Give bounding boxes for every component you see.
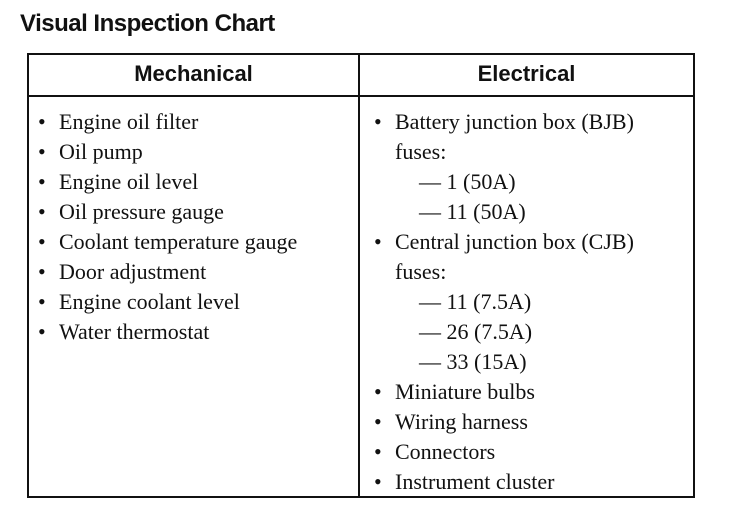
bullet-icon: • (374, 439, 382, 464)
bullet-icon: • (38, 109, 46, 134)
list-item (35, 197, 350, 227)
list-item (35, 317, 350, 347)
bullet-icon: • (374, 409, 382, 434)
bullet-icon: • (38, 289, 46, 314)
list-item (35, 167, 350, 197)
item-label: Oil pump (59, 139, 143, 164)
bullet-icon: • (374, 109, 382, 134)
list-item (35, 137, 350, 167)
item-label: Water thermostat (59, 319, 210, 344)
item-label: Door adjustment (59, 259, 207, 284)
item-label: Central junction box (CJB) fuses: (395, 229, 634, 284)
header-divider (29, 95, 693, 97)
list-item (35, 257, 350, 287)
electrical-header: Electrical (477, 61, 576, 86)
bullet-icon: • (38, 169, 46, 194)
list-item (35, 227, 350, 257)
fuse-subitem: — 11 (7.5A) (419, 289, 532, 314)
bullet-icon: • (374, 229, 382, 254)
fuse-subitem: — 33 (15A) (419, 349, 527, 374)
bullet-icon: • (38, 229, 46, 254)
item-label: Wiring harness (395, 409, 528, 434)
mechanical-list (35, 107, 350, 347)
item-label: Oil pressure gauge (59, 199, 224, 224)
list-item (371, 377, 687, 407)
item-label: Instrument cluster (395, 469, 555, 494)
bullet-icon: • (374, 469, 382, 494)
item-label: Coolant temperature gauge (59, 229, 298, 254)
item-label: Battery junction box (BJB) fuses: (395, 109, 634, 164)
electrical-list (371, 107, 687, 497)
inspection-table (27, 53, 695, 498)
bullet-icon: • (38, 139, 46, 164)
item-label: Engine oil filter (59, 109, 199, 134)
list-item (371, 107, 687, 227)
list-item (35, 107, 350, 137)
list-item (371, 407, 687, 437)
column-divider (358, 55, 360, 496)
bullet-icon: • (374, 379, 382, 404)
bullet-icon: • (38, 319, 46, 344)
page-title: Visual Inspection Chart (20, 10, 275, 37)
item-label: Miniature bulbs (395, 379, 535, 404)
mechanical-header: Mechanical (134, 61, 253, 86)
item-label: Engine oil level (59, 169, 199, 194)
list-item (35, 287, 350, 317)
fuse-subitem: — 1 (50A) (419, 169, 516, 194)
list-item (371, 227, 687, 377)
bullet-icon: • (38, 199, 46, 224)
fuse-subitem: — 26 (7.5A) (419, 319, 533, 344)
list-item (371, 437, 687, 467)
list-item (371, 467, 687, 497)
bullet-icon: • (38, 259, 46, 284)
fuse-subitem: — 11 (50A) (419, 199, 526, 224)
item-label: Connectors (395, 439, 496, 464)
item-label: Engine coolant level (59, 289, 240, 314)
